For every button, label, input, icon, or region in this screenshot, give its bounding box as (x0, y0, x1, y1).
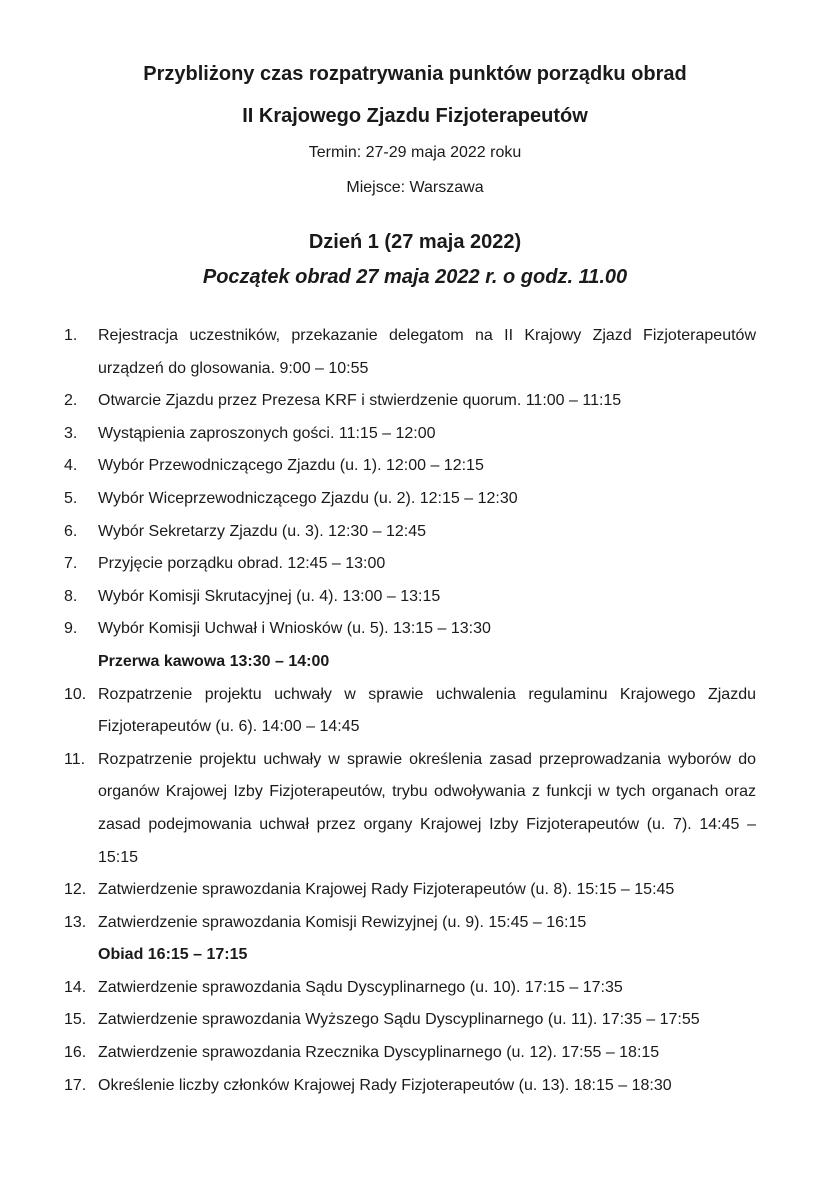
agenda-item-number: 6. (64, 522, 78, 540)
agenda-item (64, 1037, 756, 1070)
agenda-item-text: Zatwierdzenie sprawozdania Sądu Dyscyplinarnego (u. 10). 17:15 – 17:35 (98, 978, 623, 996)
agenda-item-text: Wystąpienia zaproszonych gości. 11:15 – 12:00 (98, 424, 436, 442)
agenda-item (64, 450, 756, 483)
agenda-item-number: 17. (64, 1076, 87, 1094)
agenda-item-number: 12. (64, 881, 87, 899)
agenda-item-number: 3. (64, 424, 78, 442)
agenda-list (64, 320, 756, 1102)
agenda-break: Przerwa kawowa 13:30 – 14:00 (98, 652, 330, 670)
agenda-item (64, 972, 756, 1005)
agenda-item-text: Wybór Wiceprzewodniczącego Zjazdu (u. 2). 12:15 – 12:30 (98, 489, 518, 507)
event-place: Miejsce: Warszawa (346, 179, 484, 196)
agenda-item-number: 16. (64, 1044, 87, 1062)
agenda-item (64, 483, 756, 516)
agenda-item (64, 1004, 756, 1037)
agenda-item (64, 516, 756, 549)
agenda-item-number: 5. (64, 489, 78, 507)
agenda-item (64, 1070, 756, 1103)
agenda-item-text: Określenie liczby członków Krajowej Rady Fizjoterapeutów (u. 13). 18:15 – 18:30 (98, 1076, 672, 1094)
agenda-item (64, 613, 756, 646)
agenda-item (64, 418, 756, 451)
agenda-item-text: Zatwierdzenie sprawozdania Komisji Rewizyjnej (u. 9). 15:45 – 16:15 (98, 913, 587, 931)
agenda-item (64, 744, 756, 874)
agenda-item-text: Wybór Komisji Uchwał i Wniosków (u. 5). 13:15 – 13:30 (98, 620, 491, 638)
agenda-item (64, 385, 756, 418)
agenda-item-number: 10. (64, 685, 87, 703)
agenda-item-text: Wybór Komisji Skrutacyjnej (u. 4). 13:00 – 13:15 (98, 587, 441, 605)
agenda-item (64, 907, 756, 940)
agenda-item-number: 9. (64, 620, 78, 638)
agenda-break: Obiad 16:15 – 17:15 (98, 946, 248, 964)
agenda-item-text: Zatwierdzenie sprawozdania Rzecznika Dyscyplinarnego (u. 12). 17:55 – 18:15 (98, 1044, 660, 1062)
agenda-item-text: Otwarcie Zjazdu przez Prezesa KRF i stwierdzenie quorum. 11:00 – 11:15 (98, 392, 622, 410)
agenda-item-text: Rozpatrzenie projektu uchwały w sprawie uchwalenia regulaminu Krajowego Zjazdu Fizjoterapeutów (u. 6). 14:00 – 14:45 (98, 685, 756, 736)
agenda-item (64, 320, 756, 385)
agenda-item (64, 679, 756, 744)
agenda-item-text: Wybór Przewodniczącego Zjazdu (u. 1). 12:00 – 12:15 (98, 457, 484, 475)
agenda-item-number: 7. (64, 555, 78, 573)
agenda-item-number: 2. (64, 392, 78, 410)
document-title-line-2: II Krajowego Zjazdu Fizjoterapeutów (242, 105, 588, 127)
agenda-item-number: 8. (64, 587, 78, 605)
day-heading: Dzień 1 (27 maja 2022) (308, 231, 522, 253)
agenda-item-text: Zatwierdzenie sprawozdania Wyższego Sądu Dyscyplinarnego (u. 11). 17:35 – 17:55 (98, 1011, 700, 1029)
agenda-item-text: Zatwierdzenie sprawozdania Krajowej Rady Fizjoterapeutów (u. 8). 15:15 – 15:45 (98, 881, 675, 899)
event-term: Termin: 27-29 maja 2022 roku (308, 144, 522, 161)
agenda-item-number: 1. (64, 327, 78, 344)
agenda-item-text: Przyjęcie porządku obrad. 12:45 – 13:00 (98, 555, 386, 573)
document-title-line-1: Przybliżony czas rozpatrywania punktów porządku obrad (143, 63, 687, 85)
agenda-item (64, 581, 756, 614)
agenda-item-number: 4. (64, 457, 78, 475)
agenda-item-number: 14. (64, 978, 87, 996)
agenda-item-text: Rejestracja uczestników, przekazanie delegatom na II Krajowy Zjazd Fizjoterapeutów urządzeń do glosowania. 9:00 – 10:55 (98, 327, 756, 377)
agenda-item (64, 874, 756, 907)
agenda-item-text: Wybór Sekretarzy Zjazdu (u. 3). 12:30 – 12:45 (98, 522, 427, 540)
agenda-item-number: 13. (64, 913, 87, 931)
agenda-item-number: 11. (64, 750, 86, 768)
session-start: Początek obrad 27 maja 2022 r. o godz. 11.00 (202, 266, 628, 288)
agenda-item-number: 15. (64, 1011, 87, 1029)
agenda-item-text: Rozpatrzenie projektu uchwały w sprawie określenia zasad przeprowadzania wyborów do organów Krajowej Izby Fizjoterapeutów, trybu odwoływania z funkcji w tych organach oraz zasad podejmowania uchwał przez organy Krajowej Izby Fizjoterapeutów (u. 7). 14:45 – 15:15 (98, 750, 756, 866)
agenda-item (64, 548, 756, 581)
